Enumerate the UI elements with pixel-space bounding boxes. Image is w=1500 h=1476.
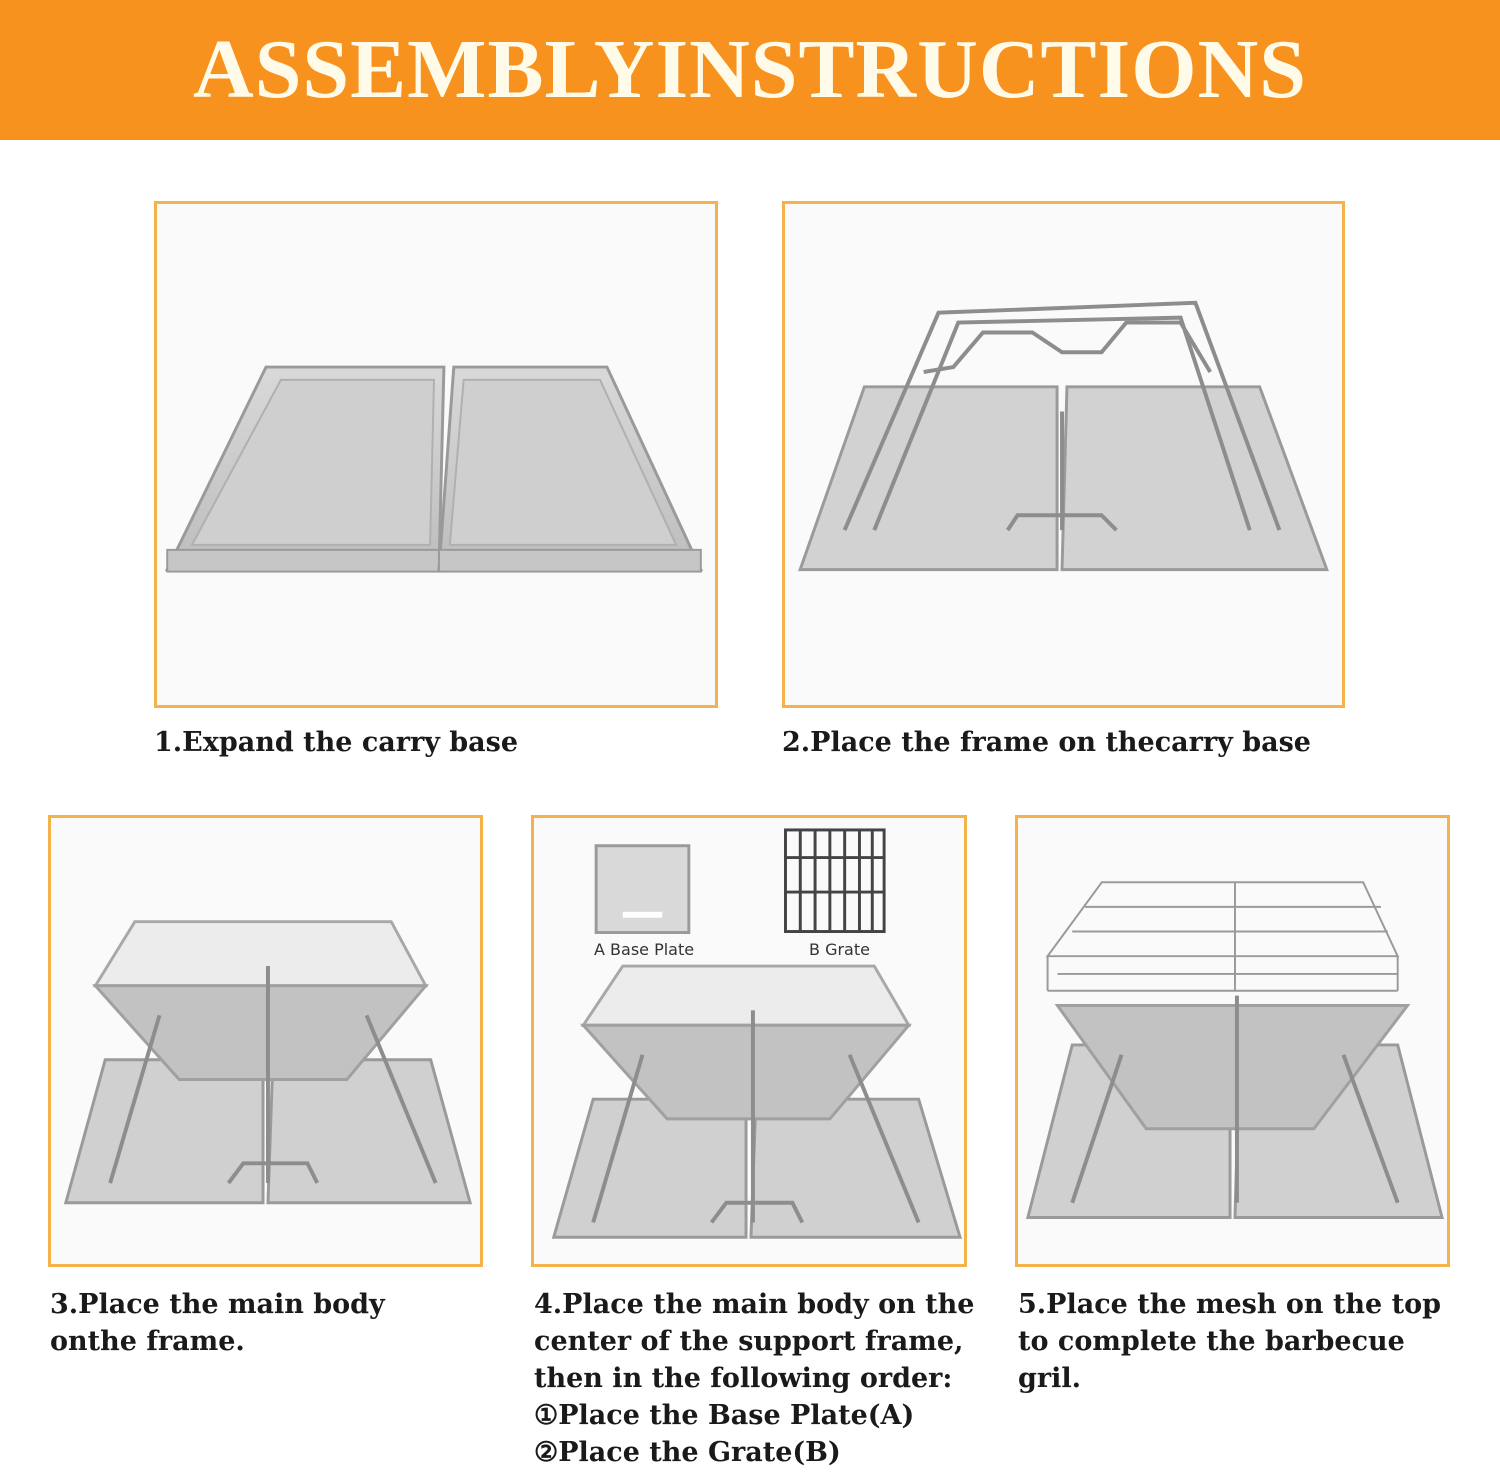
caption-line: to complete the barbecue (1018, 1326, 1405, 1357)
caption-line: gril. (1018, 1363, 1082, 1394)
step-5-photo (1015, 815, 1450, 1267)
base-plate-label: A Base Plate (594, 940, 695, 959)
page-title: ASSEMBLYINSTRUCTIONS (193, 23, 1307, 116)
caption-line: ②Place the Grate(B) (534, 1437, 841, 1468)
caption-line: 4.Place the main body on the (534, 1289, 975, 1320)
main-body-center-illustration (534, 818, 964, 1264)
step-4-photo (531, 815, 967, 1267)
completed-grill-illustration (1018, 818, 1447, 1264)
step-4-caption (534, 1286, 974, 1471)
step-1-caption (154, 724, 518, 761)
caption-line: 5.Place the mesh on the top (1018, 1289, 1441, 1320)
carry-base-expanded-illustration (157, 204, 715, 705)
grate-label: B Grate (809, 940, 870, 959)
caption-line: 3.Place the main body (50, 1289, 385, 1320)
caption-line: 1.Expand the carry base (154, 727, 519, 758)
step-2-photo (782, 201, 1345, 708)
step-3-photo (48, 815, 483, 1267)
caption-line: then in the following order: (534, 1363, 953, 1394)
base-plate-a-icon (596, 846, 689, 933)
main-body-on-frame-illustration (51, 818, 480, 1264)
step-1-photo (154, 201, 718, 708)
frame-on-base-illustration (785, 204, 1342, 705)
caption-line: ①Place the Base Plate(A) (534, 1400, 915, 1431)
header-banner (0, 0, 1500, 140)
caption-line: onthe frame. (50, 1326, 245, 1357)
caption-line: 2.Place the frame on thecarry base (782, 727, 1311, 758)
grate-b-icon (785, 830, 884, 932)
caption-line: center of the support frame, (534, 1326, 964, 1357)
step-2-caption (782, 724, 1311, 761)
step-5-caption (1018, 1286, 1441, 1397)
step-3-caption (50, 1286, 385, 1360)
